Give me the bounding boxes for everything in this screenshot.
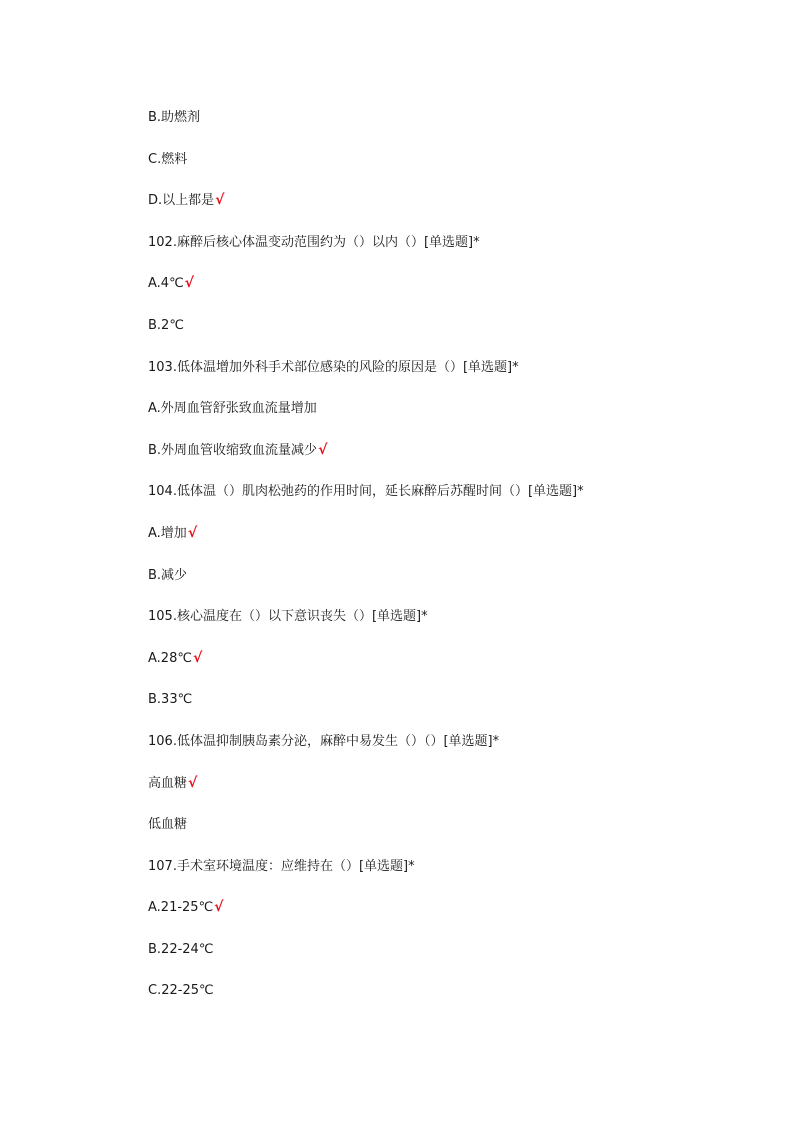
option-label: B.减少 <box>148 567 188 583</box>
answer-option <box>148 315 748 357</box>
answer-option <box>148 773 748 815</box>
answer-option <box>148 814 748 856</box>
question-text <box>148 731 748 773</box>
correct-check-icon: √ <box>188 774 198 791</box>
option-label: 高血糖 <box>148 775 188 791</box>
correct-check-icon: √ <box>192 649 203 666</box>
option-label: B.22-24℃ <box>148 941 214 957</box>
option-label: B.2℃ <box>148 317 184 333</box>
option-label: A.4℃ <box>148 276 184 292</box>
answer-option <box>148 273 748 315</box>
answer-option <box>148 440 748 482</box>
question-label: 106.低体温抑制胰岛素分泌，麻醉中易发生（）（）[单选题]* <box>148 733 500 749</box>
question-label: 105.核心温度在（）以下意识丧失（）[单选题]* <box>148 609 428 625</box>
question-text <box>148 481 748 523</box>
question-label: 103.低体温增加外科手术部位感染的风险的原因是（）[单选题]* <box>148 359 519 375</box>
option-label: C.燃料 <box>148 151 188 167</box>
correct-check-icon: √ <box>215 192 225 209</box>
answer-option <box>148 523 748 565</box>
question-label: 107.手术室环境温度：应维持在（）[单选题]* <box>148 858 415 874</box>
document-page <box>148 107 748 1022</box>
correct-check-icon: √ <box>214 899 224 916</box>
correct-check-icon: √ <box>184 275 195 292</box>
answer-option <box>148 565 748 607</box>
answer-option <box>148 939 748 981</box>
option-label: C.22-25℃ <box>148 983 214 999</box>
question-label: 102.麻醉后核心体温变动范围约为（）以内（）[单选题]* <box>148 234 480 250</box>
answer-option <box>148 190 748 232</box>
correct-check-icon: √ <box>187 524 198 541</box>
option-label: B.33℃ <box>148 692 193 708</box>
option-label: B.外周血管收缩致血流量减少 <box>148 442 318 458</box>
option-label: 低血糖 <box>148 817 188 833</box>
question-text <box>148 232 748 274</box>
option-label: D.以上都是 <box>148 193 215 209</box>
option-label: A.增加 <box>148 525 187 541</box>
question-list <box>148 107 748 1022</box>
correct-check-icon: √ <box>318 441 328 458</box>
option-label: A.28℃ <box>148 650 192 666</box>
option-label: B.助燃剂 <box>148 110 201 125</box>
answer-option <box>148 648 748 690</box>
question-text <box>148 856 748 898</box>
answer-option <box>148 689 748 731</box>
answer-option <box>148 897 748 939</box>
answer-option <box>148 107 748 149</box>
answer-option <box>148 149 748 191</box>
answer-option <box>148 398 748 440</box>
question-label: 104.低体温（）肌肉松弛药的作用时间，延长麻醉后苏醒时间（）[单选题]* <box>148 484 584 500</box>
question-text <box>148 357 748 399</box>
question-text <box>148 606 748 648</box>
option-label: A.外周血管舒张致血流量增加 <box>148 401 317 417</box>
option-label: A.21-25℃ <box>148 900 214 916</box>
answer-option <box>148 980 748 1022</box>
